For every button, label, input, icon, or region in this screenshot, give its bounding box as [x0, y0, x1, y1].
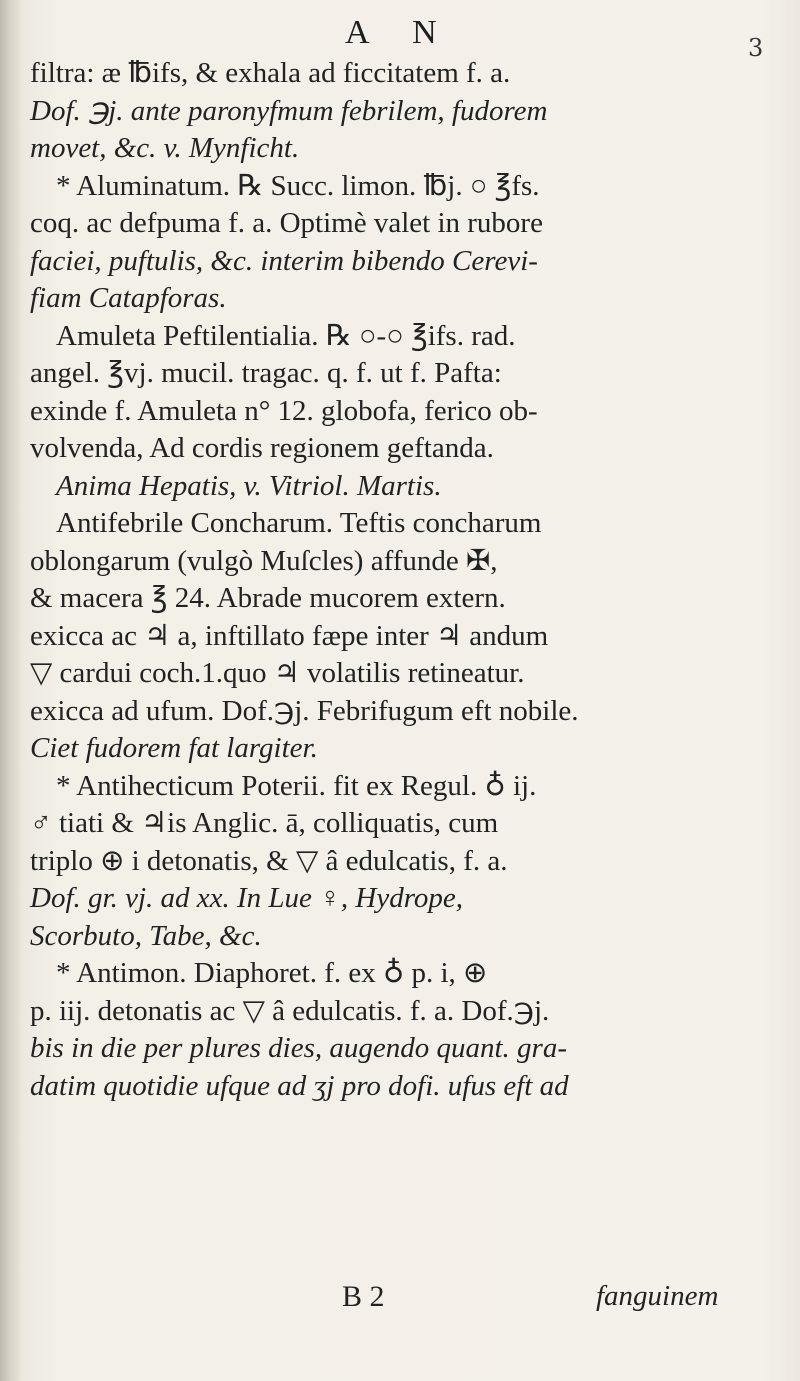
- text-line: Ciet fudorem fat largiter.: [30, 732, 318, 764]
- text-line: movet, &c. v. Mynficht.: [30, 132, 300, 164]
- catchword: fanguinem: [596, 1280, 719, 1312]
- text-line: exicca ac ♃ a, inftillato fæpe inter ♃ andum: [30, 619, 549, 652]
- page-number: 3: [748, 34, 764, 62]
- text-line: triplo ⊕ i detonatis, & ▽ â edulcatis, f. a.: [30, 844, 508, 877]
- text-line: Anima Hepatis, v. Vitriol. Martis.: [56, 469, 442, 502]
- signature-mark: B 2: [342, 1280, 385, 1313]
- text-line: Scorbuto, Tabe, &c.: [30, 919, 262, 952]
- text-line: faciei, puftulis, &c. interim bibendo Cerevi-: [30, 244, 538, 277]
- text-line: oblongarum (vulgò Muſcles) affunde ✠,: [30, 544, 498, 577]
- text-line: p. iij. detonatis ac ▽ â edulcatis. f. a. Dof.℈j.: [30, 994, 550, 1027]
- page-binding-shadow: [0, 0, 22, 1381]
- text-line: * Antimon. Diaphoret. f. ex ♁ p. i, ⊕: [56, 957, 488, 989]
- running-head: A N: [345, 14, 455, 51]
- text-line: & macera ℥ 24. Abrade mucorem extern.: [30, 582, 506, 614]
- text-line: Dof. ℈j. ante paronyfmum febrilem, fudorem: [30, 94, 548, 127]
- text-line: Amuleta Peftilentialia. ℞ ○-○ ℥ifs. rad.: [56, 319, 516, 352]
- text-line: exicca ad ufum. Dof.℈j. Febrifugum eft nobile.: [30, 694, 579, 727]
- text-line: volvenda, Ad cordis regionem geftanda.: [30, 432, 494, 464]
- text-line: Dof. gr. vj. ad xx. In Lue ♀, Hydrope,: [30, 882, 464, 914]
- text-line: exinde f. Amuleta n° 12. globofa, ferico ob-: [30, 394, 538, 427]
- text-line: * Antihecticum Poterii. fit ex Regul. ♁ ij.: [56, 769, 537, 802]
- page-footer: [0, 1280, 800, 1320]
- text-line: coq. ac defpuma f. a. Optimè valet in rubore: [30, 207, 543, 239]
- text-line: angel. ℥vj. mucil. tragac. q. f. ut f. Pafta:: [30, 357, 502, 389]
- text-line: Antifebrile Concharum. Teftis concharum: [56, 507, 542, 539]
- text-line: ▽ cardui coch.1.quo ♃ volatilis retineatur.: [30, 657, 525, 689]
- text-line: filtra: æ ℔ifs, & exhala ad ficcitatem f. a.: [30, 57, 511, 89]
- text-line: fiam Catapforas.: [30, 282, 227, 314]
- text-line: * Aluminatum. ℞ Succ. limon. ℔j. ○ ℥fs.: [56, 169, 540, 202]
- text-line: ♂ tiati & ♃is Anglic. ā, colliquatis, cum: [30, 807, 499, 839]
- text-block: [30, 55, 772, 1105]
- text-line: datim quotidie ufque ad ʒj pro dofi. ufus eft ad: [30, 1069, 569, 1102]
- text-line: bis in die per plures dies, augendo quant. gra-: [30, 1032, 567, 1064]
- page-header: [0, 14, 800, 60]
